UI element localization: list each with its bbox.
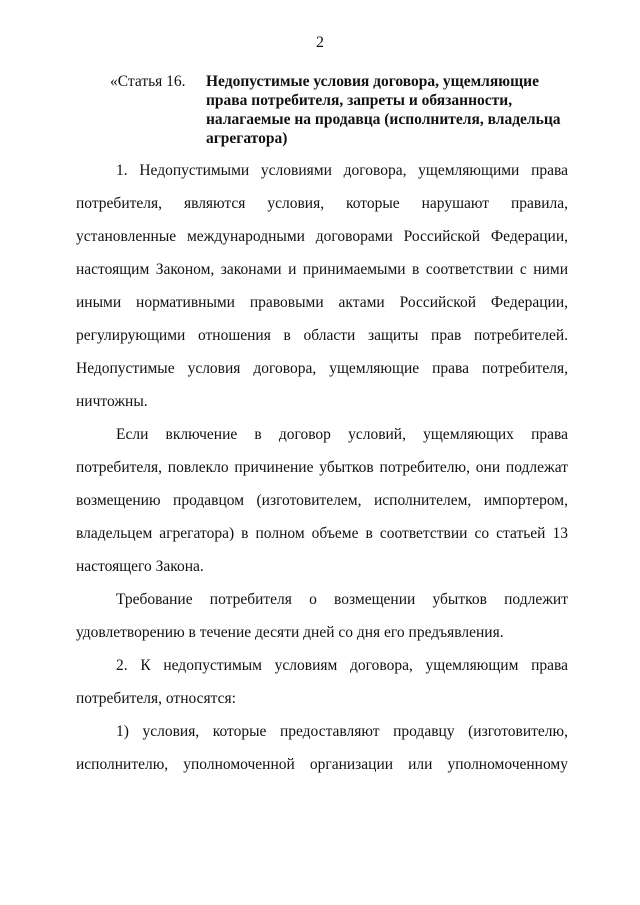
text-line: владельцем агрегатора) в полном объеме в соответствии со статьей 13 xyxy=(76,525,568,542)
article-title-line: Недопустимые условия договора, ущемляющие xyxy=(206,73,539,90)
text-line: Если включение в договор условий, ущемляющих права xyxy=(116,426,568,443)
text-line: настоящего Закона. xyxy=(76,558,204,575)
article-label: «Статья 16. xyxy=(110,73,186,90)
text-line: установленные международными договорами Российской Федерации, xyxy=(76,228,568,245)
article-title-line: агрегатора) xyxy=(206,130,288,147)
article-title-line: налагаемые на продавца (исполнителя, владельца xyxy=(206,111,561,128)
text-line: регулирующими отношения в области защиты прав потребителей. xyxy=(76,327,568,344)
text-line: 1) условия, которые предоставляют продавцу (изготовителю, xyxy=(116,723,568,740)
article-title xyxy=(206,72,576,148)
text-line: 1. Недопустимыми условиями договора, ущемляющими права xyxy=(116,162,568,179)
text-line: настоящим Законом, законами и принимаемыми в соответствии с ними xyxy=(76,261,568,278)
text-line: 2. К недопустимым условиям договора, ущемляющим права xyxy=(116,657,568,674)
text-line: потребителя, являются условия, которые нарушают правила, xyxy=(76,195,568,212)
text-line: возмещению продавцом (изготовителем, исполнителем, импортером, xyxy=(76,492,568,509)
text-line: исполнителю, уполномоченной организации или уполномоченному xyxy=(76,756,568,773)
article-title-line: права потребителя, запреты и обязанности, xyxy=(206,92,513,109)
text-line: Требование потребителя о возмещении убытков подлежит xyxy=(116,591,568,608)
text-line: удовлетворению в течение десяти дней со дня его предъявления. xyxy=(76,624,504,641)
text-line: потребителя, повлекло причинение убытков потребителю, они подлежат xyxy=(76,459,568,476)
article-body xyxy=(76,154,568,781)
text-line: ничтожны. xyxy=(76,393,148,410)
page-number: 2 xyxy=(316,34,324,51)
text-line: иными нормативными правовыми актами Российской Федерации, xyxy=(76,294,568,311)
text-line: потребителя, относятся: xyxy=(76,690,236,707)
text-line: Недопустимые условия договора, ущемляющие права потребителя, xyxy=(76,360,568,377)
